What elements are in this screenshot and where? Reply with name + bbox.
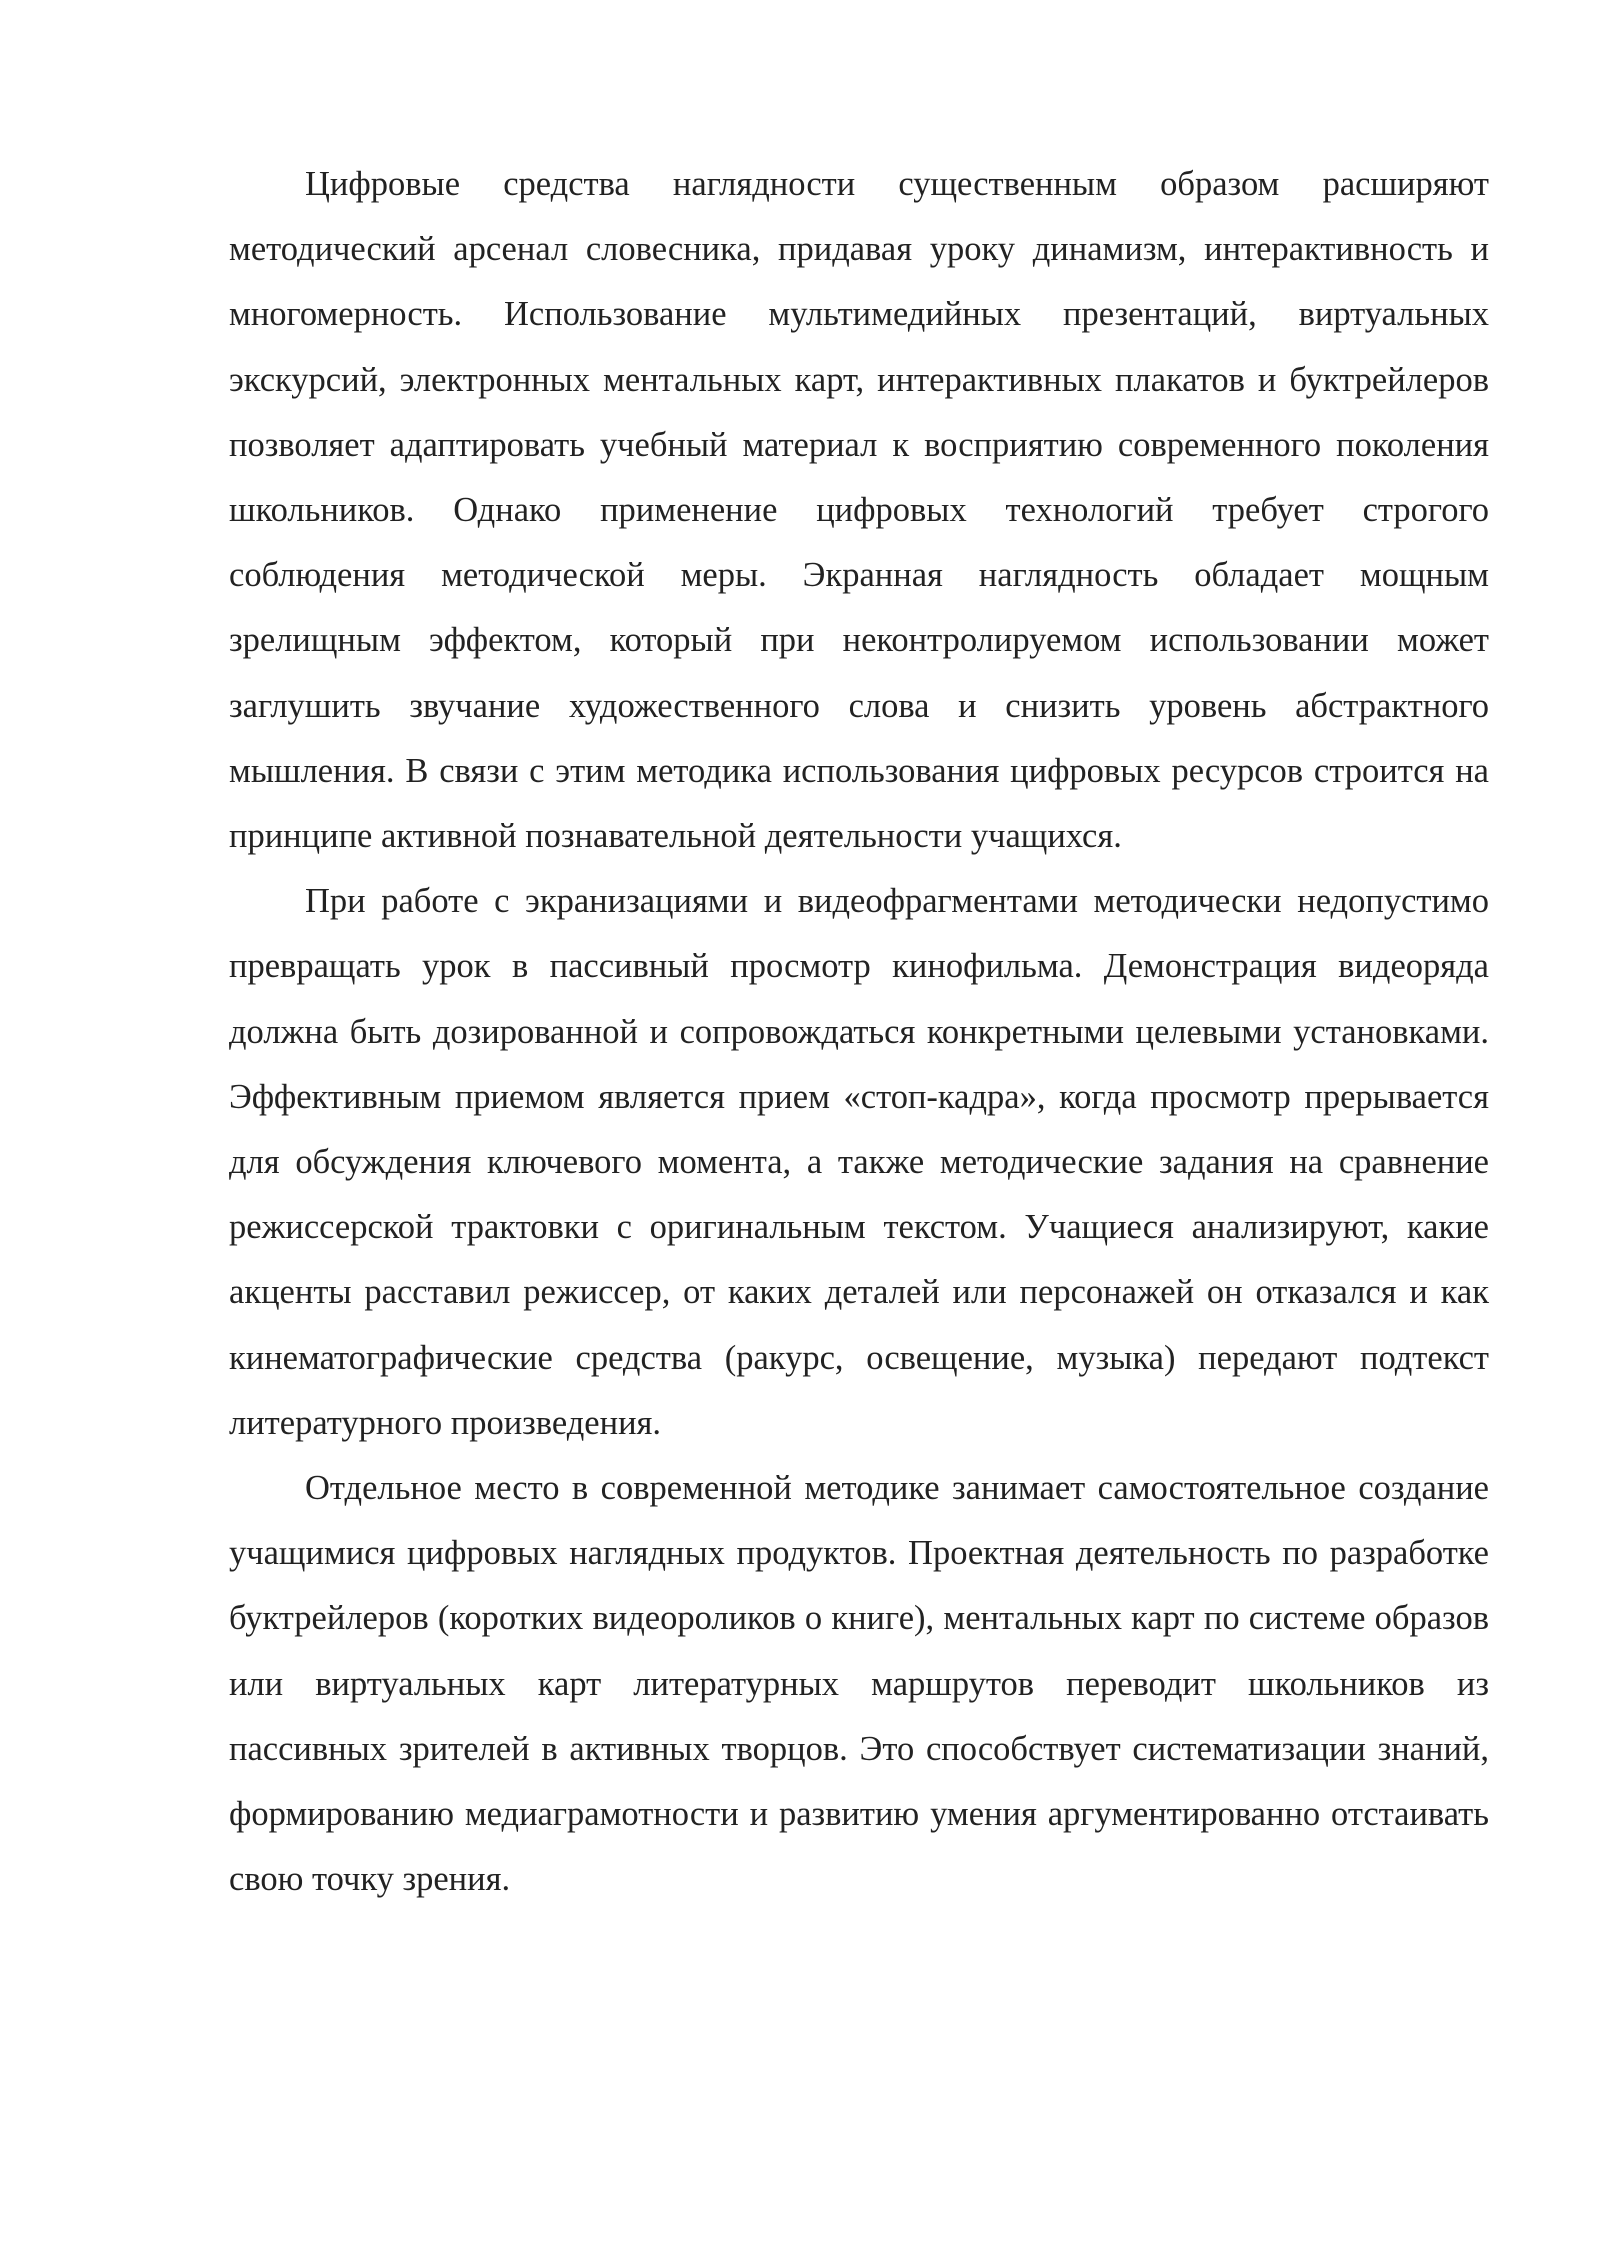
paragraph-2: При работе с экранизациями и видеофрагментами методически недопустимо превращать урок в пассивный просмотр кинофильма. Демонстрация видеоряда должна быть дозированной и сопровождаться конкретными целевыми установками. Эффективным приемом является прием «стоп-кадра», когда просмотр прерывается для обсуждения ключевого момента, а также методические задания на сравнение режиссерской трактовки с оригинальным текстом. Учащиеся анализируют, какие акценты расставил режиссер, от каких деталей или персонажей он отказался и как кинематографические средства (ракурс, освещение, музыка) передают подтекст литературного произведения. [229,882,1489,1442]
document-body [229,152,1489,1912]
paragraph-1: Цифровые средства наглядности существенным образом расширяют методический арсенал словесника, придавая уроку динамизм, интерактивность и многомерность. Использование мультимедийных презентаций, виртуальных экскурсий, электронных ментальных карт, интерактивных плакатов и буктрейлеров позволяет адаптировать учебный материал к восприятию современного поколения школьников. Однако применение цифровых технологий требует строгого соблюдения методической меры. Экранная наглядность обладает мощным зрелищным эффектом, который при неконтролируемом использовании может заглушить звучание художественного слова и снизить уровень абстрактного мышления. В связи с этим методика использования цифровых ресурсов строится на принципе активной познавательной деятельности учащихся. [229,165,1489,856]
paragraph-3: Отдельное место в современной методике занимает самостоятельное создание учащимися цифровых наглядных продуктов. Проектная деятельность по разработке буктрейлеров (коротких видеороликов о книге), ментальных карт по системе образов или виртуальных карт литературных маршрутов переводит школьников из пассивных зрителей в активных творцов. Это способствует систематизации знаний, формированию медиаграмотности и развитию умения аргументированно отстаивать свою точку зрения. [229,1469,1489,1899]
